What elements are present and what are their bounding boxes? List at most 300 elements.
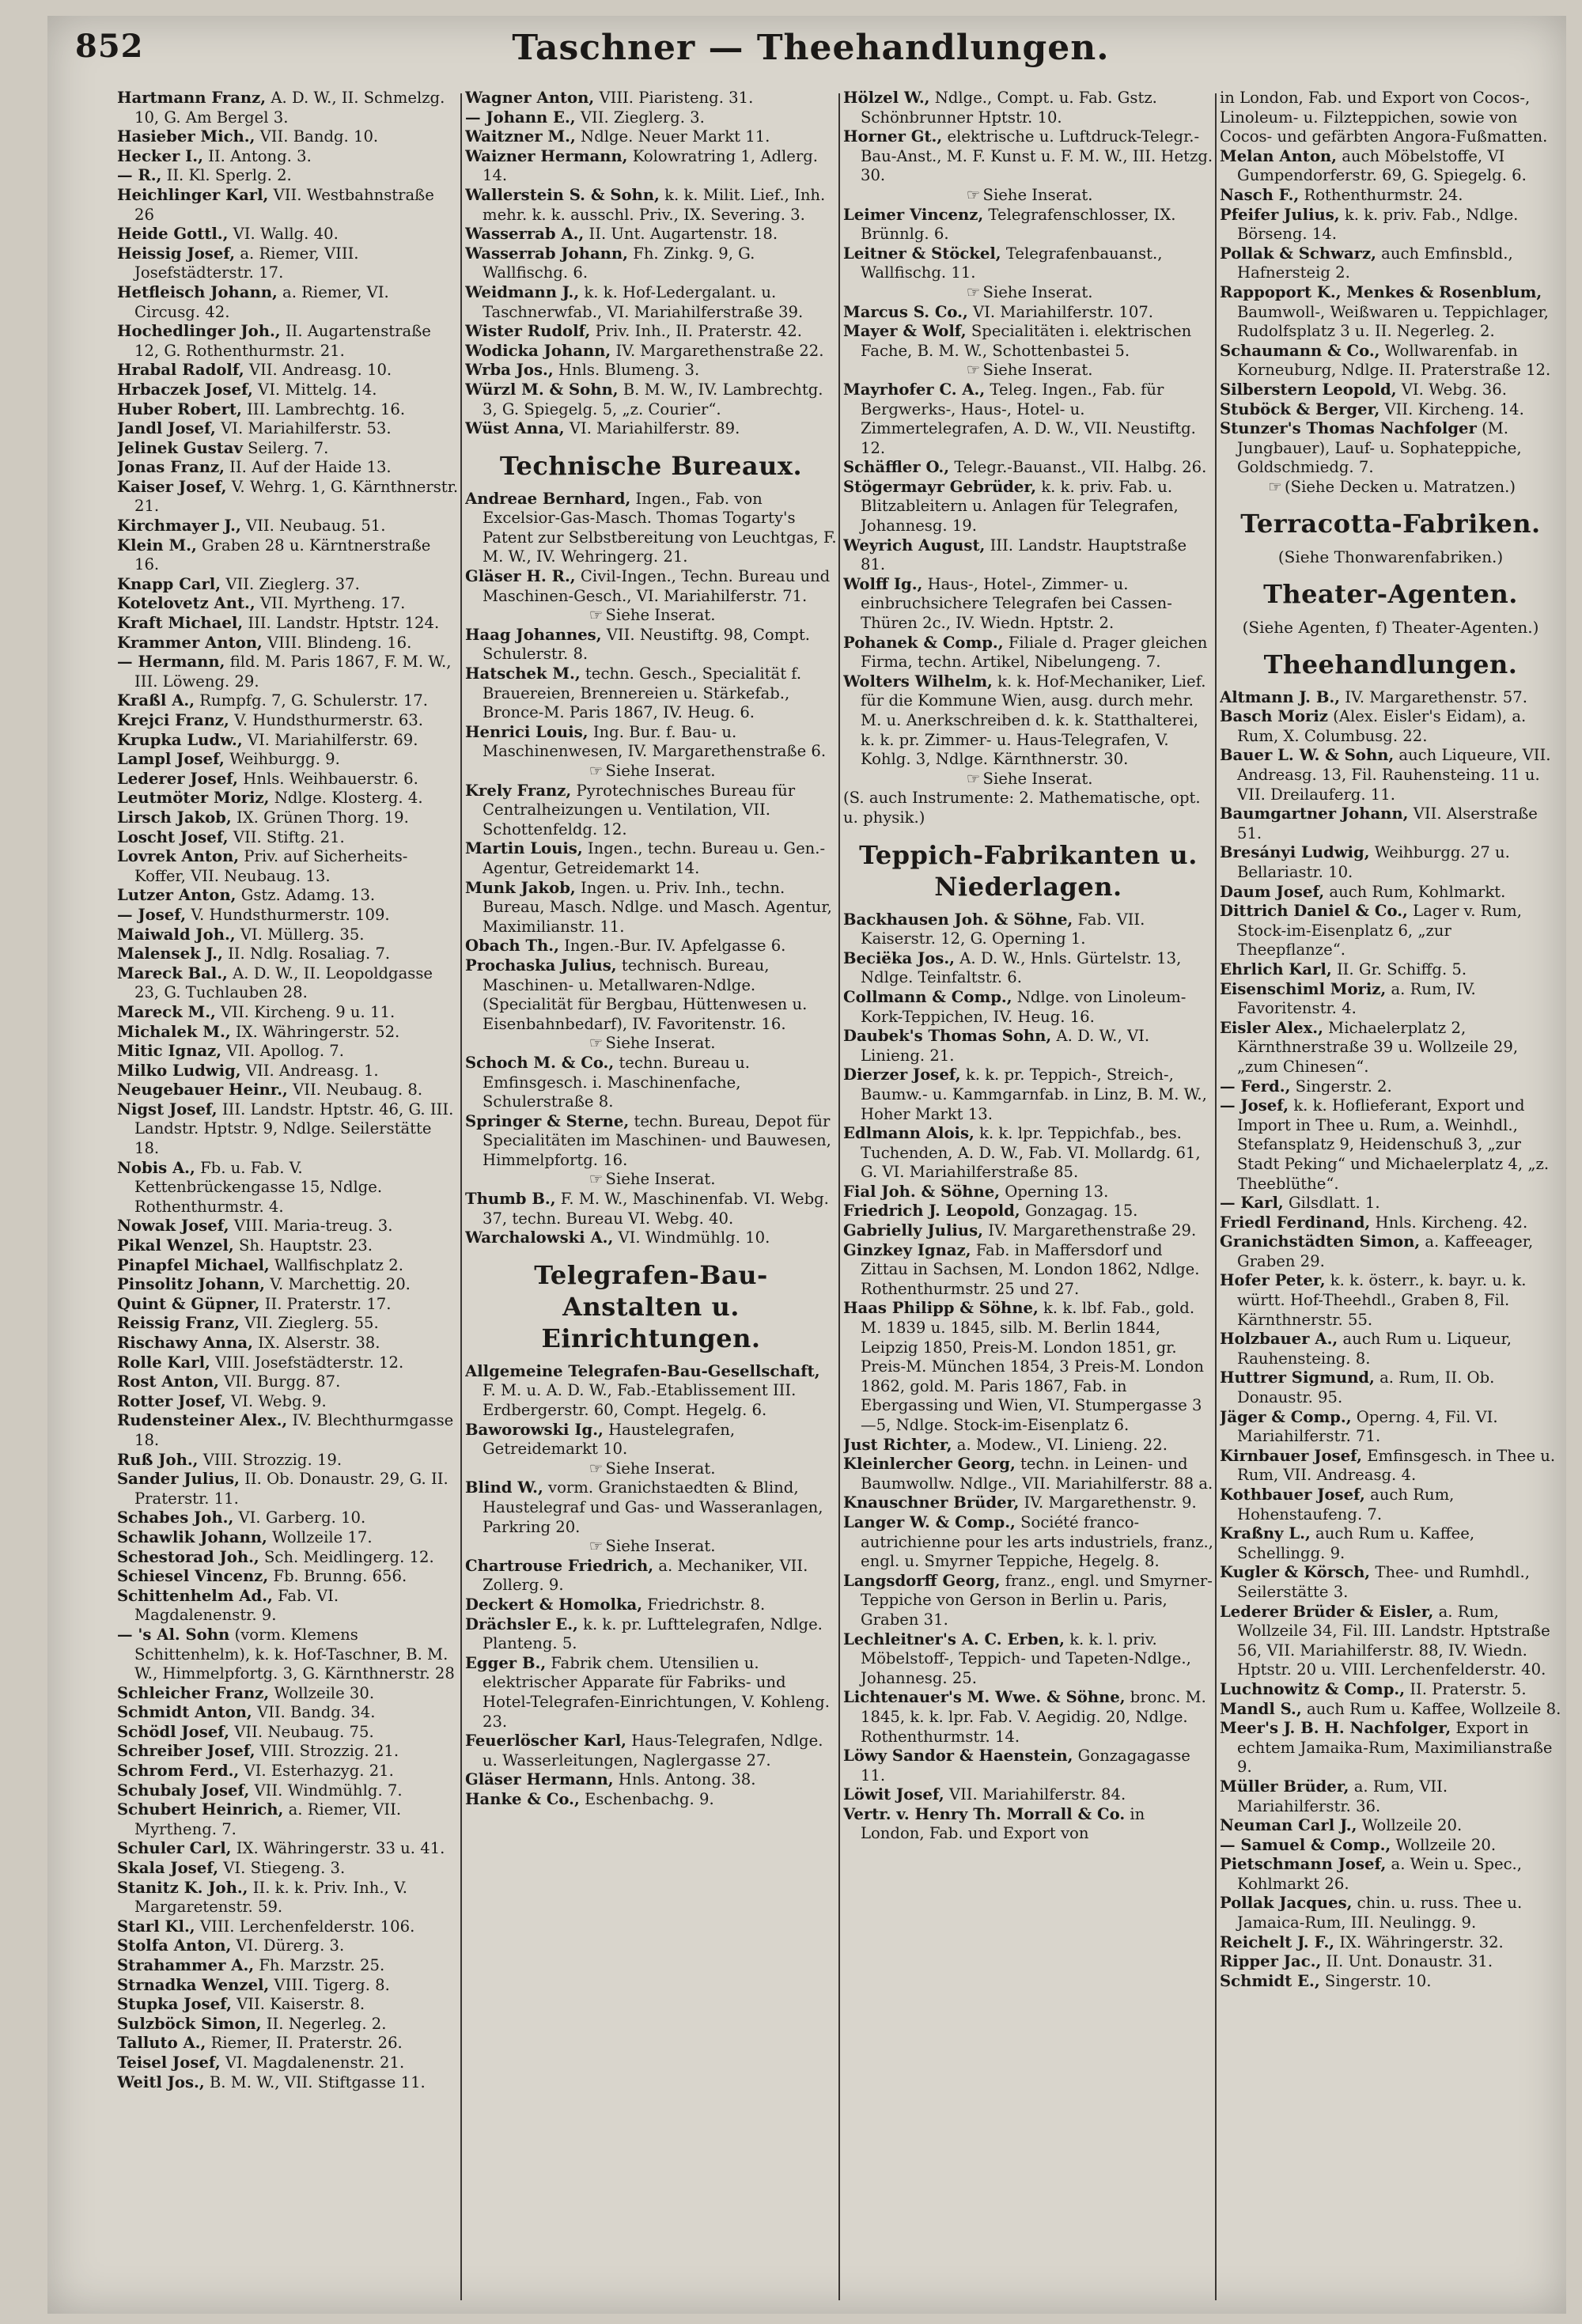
entry-name: Baumgartner Johann, [1220,804,1409,823]
entry-name: Reichelt J. F., [1220,1932,1335,1951]
entry-name: Skala Josef, [117,1859,219,1878]
entry-details: Ndlge., Compt. u. Fab. Gstz. Schönbrunner Hptstr. 10. [861,89,1157,127]
entry-details: Wollzeile 20. [1361,1816,1463,1835]
entry-details: II. Unt. Donaustr. 31. [1326,1952,1493,1971]
entry-details: Fb. u. Fab. V. Kettenbrückengasse 15, Ndlge. Rothenthurmstr. 4. [134,1158,383,1216]
entry-details: IX. Währingerstr. 52. [235,1022,400,1041]
directory-entry [465,419,837,439]
entry-details: VI. Mariahilferstr. 89. [569,419,740,438]
directory-entry [1220,1077,1561,1097]
entry-details: Seilerg. 7. [248,438,329,457]
entry-details: a. Riemer, VI. Circusg. 42. [134,282,389,321]
directory-entry [117,1334,459,1353]
advertisement-reference [465,1034,837,1054]
entry-name: Malensek J., [117,944,223,963]
entry-name: Meer's J. B. H. Nachfolger, [1220,1719,1451,1738]
directory-entry [117,925,459,945]
entry-name: Wolters Wilhelm, [843,672,993,691]
entry-details: techn. Bureau, Depot für Specialitäten im Maschinen- und Bauwesen, Himmelpfortg. 16. [483,1111,831,1169]
entry-details: VII. Zieglerg. 3. [580,108,705,127]
directory-entry [843,89,1213,127]
entry-details: techn. Bureau u. Emfinsgesch. i. Maschinenfache, Schulerstraße 8. [483,1053,750,1111]
entry-details: VIII. Josefstädterstr. 12. [215,1353,404,1372]
section-cross-reference: (Siehe Agenten, f) Theater-Agenten.) [1242,618,1539,638]
section-heading: Theater-Agenten. [1263,579,1518,610]
directory-entry [117,1236,459,1256]
section-heading: Teppich-Fabrikanten u. Niederlagen. [859,839,1198,902]
entry-details: Gstz. Adamg. 13. [240,886,376,905]
entry-name: Schubert Heinrich, [117,1800,284,1819]
entry-details: VII. Kircheng. 9 u. 11. [221,1002,396,1021]
entry-details: a. Kaffeeager, Graben 29. [1237,1232,1534,1270]
entry-details: Wallfischplatz 2. [274,1255,403,1274]
directory-entry [465,782,837,840]
entry-name: Hartmann Franz, [117,89,267,107]
entry-name: Michalek M., [117,1022,231,1041]
entry-name: Schiesel Vincenz, [117,1567,269,1586]
entry-details: VIII. Tigerg. 8. [274,1975,390,1994]
entry-details: II. Augartenstraße 12, G. Rothenthurmstr. 21. [134,322,431,360]
entry-details: Riemer, II. Praterstr. 26. [210,2034,403,2053]
entry-name: Schubaly Josef, [117,1781,250,1800]
directory-entry [1220,380,1561,400]
advertisement-reference [465,1537,837,1557]
directory-note: in London, Fab. und Export von Cocos-, Linoleum- u. Filzteppichen, sowie von Cocos- und gefärbten Angora-Fußmatten. [1220,89,1548,146]
entry-name: Mitic Ignaz, [117,1042,222,1061]
directory-entry [117,1567,459,1587]
entry-details: III. Landstr. Hptstr. 124. [248,614,440,633]
entry-details: VI. Dürerg. 3. [236,1936,345,1955]
entry-name: Rudensteiner Alex., [117,1411,288,1430]
entry-details: (Alex. Eisler's Eidam), a. Rum, X. Columbusg. 22. [1237,707,1527,745]
entry-name: Stunzer's Thomas Nachfolger [1220,419,1477,438]
entry-name: Langsdorff Georg, [843,1571,1001,1590]
entry-name: Kraft Michael, [117,614,244,633]
entry-details: IV. Margarethenstr. 57. [1345,687,1527,706]
entry-name: Leimer Vincenz, [843,205,984,224]
entry-name: Sulzböck Simon, [117,2014,262,2033]
entry-details: II. k. k. Priv. Inh., V. Margaretenstr. 59. [134,1878,407,1917]
entry-name: Pollak Jacques, [1220,1894,1353,1913]
entry-details: Priv. auf Sicherheits-Koffer, VII. Neubaug. 13. [134,847,408,885]
directory-entry [1220,1330,1561,1368]
directory-entry [843,1513,1213,1572]
entry-name: Heissig Josef, [117,244,236,263]
directory-entry [117,1256,459,1276]
directory-entry [1220,283,1561,342]
entry-details: Michaelerplatz 2, Kärnthnerstraße 39 u. Wollzeile 29, „zum Chinesen“. [1237,1018,1519,1076]
entry-name: Schrom Ferd., [117,1762,240,1781]
directory-entry [1220,688,1561,708]
entry-name: — Josef, [117,905,187,924]
entry-details: IV. Margarethenstraße 29. [988,1221,1197,1240]
entry-name: Hasieber Mich., [117,127,255,146]
entry-name: Stupka Josef, [117,1995,232,2014]
entry-name: Leutmöter Moriz, [117,789,270,808]
entry-name: Schmidt Anton, [117,1703,252,1722]
entry-details: Operning 13. [1005,1182,1109,1201]
entry-details: auch Liqueure, VII. Andreasg. 13, Fil. Rauhensteing. 11 u. VII. Dreilauferg. 11. [1237,746,1551,804]
entry-name: Kotelovetz Ant., [117,594,255,613]
entry-name: Hecker I., [117,146,203,165]
entry-details: VIII. Piaristeng. 31. [599,89,754,107]
entry-details: k. k. Hof-Ledergalant. u. Taschnerwfab., VI. Mariahilferstraße 39. [483,282,804,321]
entry-details: VII. Myrtheng. 17. [259,594,406,613]
entry-details: Hnls. Blumeng. 3. [558,361,700,380]
directory-entry [1220,1719,1561,1777]
entry-name: Krejci Franz, [117,711,229,729]
directory-entry [117,653,459,691]
entry-name: Bresányi Ludwig, [1220,843,1370,862]
pointing-hand-icon: ☞ [589,1170,604,1189]
column-1 [117,89,459,2248]
directory-entry [843,634,1213,672]
entry-name: Schödl Josef, [117,1722,230,1741]
page-number: 852 [75,28,144,65]
entry-name: Deckert & Homolka, [465,1595,643,1614]
directory-entry [843,127,1213,186]
directory-entry [117,711,459,731]
column-3 [843,89,1213,2248]
directory-entry [465,89,837,108]
entry-details: IX. Währingerstr. 33 u. 41. [236,1839,445,1858]
entry-details: Specialitäten i. elektrischen Fache, B. M. W., Schottenbastei 5. [861,322,1192,360]
entry-name: Stanitz K. Joh., [117,1878,248,1897]
entry-name: Kirnbauer Josef, [1220,1446,1362,1465]
entry-details: A. D. W., II. Leopoldgasse 23, G. Tuchlauben 28. [134,963,433,1002]
entry-details: k. k. Hof-Mechaniker, Lief. für die Kommune Wien, ausg. durch mehr. M. u. Anerkschreiben d. k. k. Statthalterei, k. k. pr. Zimmer- u. Haus-Telegrafen, V. Kohlg. 3, Ndlge. Kärnthnerstr. 30. [861,672,1206,769]
directory-entry [117,1587,459,1626]
entry-name: Feuerlöscher Karl, [465,1732,626,1751]
entry-name: Pikal Wenzel, [117,1236,234,1255]
directory-entry [1220,960,1561,980]
entry-name: Ripper Jac., [1220,1952,1322,1971]
directory-entry [843,949,1213,988]
section-heading: Theehandlungen. [1263,649,1518,679]
entry-details: VI. Mariahilferstr. 107. [973,302,1154,321]
directory-entry [117,2053,459,2073]
advertisement-reference [843,770,1213,789]
directory-entry [465,1228,837,1248]
entry-name: Rost Anton, [117,1372,219,1391]
entry-details: VIII. Maria-treug. 3. [233,1217,393,1236]
entry-details: k. k. priv. Fab., Ndlge. Börseng. 14. [1237,205,1519,244]
entry-name: Löwy Sandor & Haenstein, [843,1747,1073,1766]
entry-details: III. Landstr. Hauptstraße 81. [861,536,1187,574]
entry-name: Hrabal Radolf, [117,361,244,380]
entry-name: Blind W., [465,1478,543,1497]
entry-name: Hanke & Co., [465,1789,580,1808]
entry-name: Rolle Karl, [117,1353,210,1372]
directory-entry [1220,746,1561,804]
directory-entry [843,910,1213,949]
directory-entry [843,244,1213,283]
section-cross-reference: (Siehe Thonwarenfabriken.) [1277,547,1504,567]
directory-entry [465,1790,837,1810]
entry-details: auch Möbelstoffe, VI Gumpendorferstr. 69, G. Spiegelg. 6. [1237,146,1527,185]
entry-details: Gilsdlatt. 1. [1288,1194,1380,1213]
directory-entry [1220,1408,1561,1447]
directory-entry [117,1917,459,1937]
entry-details: A. D. W., II. Schmelzg. 10, G. Am Bergel 3. [134,89,445,127]
entry-details: VII. Andreasg. 1. [245,1061,379,1080]
entry-name: Schabes Joh., [117,1508,234,1527]
directory-entry [843,322,1213,361]
entry-details: auch Rum u. Liqueur, Rauhensteing. 8. [1237,1330,1512,1368]
directory-entry [843,536,1213,575]
directory-entry [117,1217,459,1236]
entry-name: Prochaska Julius, [465,956,617,975]
entry-name: Vertr. v. Henry Th. Morrall & Co. [843,1804,1126,1823]
entry-details: VI. Windmühlg. 10. [618,1228,770,1247]
entry-name: Wister Rudolf, [465,322,591,341]
entry-name: Drächsler E., [465,1614,578,1633]
entry-name: Hochedlinger Joh., [117,322,281,341]
directory-entry [1220,1213,1561,1233]
entry-details: fild. M. Paris 1867, F. M. W., III. Löweng. 29. [134,653,452,691]
directory-entry [465,1362,837,1421]
entry-name: Ginzkey Ignaz, [843,1240,971,1259]
directory-entry [1220,419,1561,478]
directory-entry [117,1159,459,1217]
directory-note: (S. auch Instrumente: 2. Mathematische, opt. u. physik.) [843,789,1201,827]
entry-name: Wallerstein S. & Sohn, [465,185,660,204]
directory-entry [465,1478,837,1537]
section-heading: Terracotta-Fabriken. [1240,509,1541,539]
entry-details: Singerstr. 10. [1324,1971,1432,1990]
entry-name: Jandl Josef, [117,419,216,438]
directory-entry [117,186,459,225]
directory-entry [465,108,837,128]
entry-details: Hnls. Weihbauerstr. 6. [243,769,418,788]
entry-details: VII. Apollog. 7. [226,1042,344,1061]
entry-name: Lederer Brüder & Eisler, [1220,1602,1434,1621]
directory-entry [843,1183,1213,1202]
reference-text: Siehe Inserat. [605,606,716,625]
entry-details: Fabrik chem. Utensilien u. elektrischer Apparate für Fabriks- und Hotel-Telegrafen-Einrichtungen, V. Kohleng. 23. [483,1653,830,1731]
entry-name: Nigst Josef, [117,1100,218,1118]
entry-details: VI. Esterhazyg. 21. [244,1762,394,1781]
directory-entry [117,1800,459,1839]
entry-name: Würzl M. & Sohn, [465,380,619,399]
entry-name: Schoch M. & Co., [465,1053,615,1072]
directory-entry [843,1805,1213,1844]
entry-details: IV. Margarethenstraße 22. [615,341,824,360]
entry-name: Nasch F., [1220,185,1300,204]
entry-name: Gläser H. R., [465,567,576,586]
directory-entry [465,1615,837,1654]
directory-entry [843,1572,1213,1630]
entry-name: Schittenhelm Ad., [117,1586,273,1605]
entry-details: Ndlge. Klosterg. 4. [274,789,423,808]
entry-name: Kugler & Körsch, [1220,1563,1371,1582]
entry-details: (vorm. Klemens Schittenhelm), k. k. Hof-Taschner, B. M. W., Himmelpfortg. 3, G. Kärnthnerstr. 28 [134,1625,455,1683]
entry-details: auch Rum u. Kaffee, Wollzeile 8. [1306,1699,1561,1718]
pointing-hand-icon: ☞ [589,1034,604,1053]
directory-entry [117,1626,459,1684]
entry-details: Haus-Telegrafen, Ndlge. u. Wasserleitungen, Naglergasse 27. [483,1732,823,1769]
directory-entry [117,1003,459,1023]
entry-name: Pohanek & Comp., [843,633,1004,652]
entry-name: Müller Brüder, [1220,1777,1349,1796]
entry-details: a. Rum, VII. Mariahilferstr. 36. [1237,1777,1448,1815]
entry-name: Stolfa Anton, [117,1936,232,1955]
directory-entry [117,1548,459,1568]
entry-name: Thumb B., [465,1190,556,1209]
directory-entry [465,127,837,147]
entry-details: Telegr.-Bauanst., VII. Halbg. 26. [954,458,1207,477]
entry-name: Hetfleisch Johann, [117,282,278,301]
entry-name: Lederer Josef, [117,769,238,788]
entry-name: Nowak Josef, [117,1217,229,1236]
directory-entry [117,1723,459,1743]
entry-details: Thee- und Rumhdl., Seilerstätte 3. [1237,1563,1530,1601]
directory-entry [1220,244,1561,283]
directory-entry [1220,1603,1561,1680]
entry-details: VII. Bandg. 10. [259,127,379,146]
directory-entry [465,1112,837,1171]
entry-name: Fial Joh. & Söhne, [843,1182,1001,1201]
entry-name: Friedl Ferdinand, [1220,1213,1371,1232]
entry-name: Pfeifer Julius, [1220,205,1340,224]
entry-details: Fh. Marzstr. 25. [259,1956,385,1974]
entry-details: VII. Windmühlg. 7. [254,1781,403,1800]
entry-name: Wagner Anton, [465,89,595,107]
directory-entry [1220,1700,1561,1720]
entry-name: Jelinek Gustav [117,438,243,457]
directory-entry [843,206,1213,244]
advertisement-reference [1220,478,1561,498]
entry-name: Rappoport K., Menkes & Rosenblum, [1220,282,1542,301]
directory-entry [1220,1096,1561,1194]
entry-details: a. Rum, Wollzeile 34, Fil. III. Landstr. Hptstraße 56, VII. Mariahilferstr. 88, IV. Wiedn. Hptstr. 20 u. VIII. Lerchenfelderstr. 40. [1237,1602,1550,1679]
directory-entry [117,1879,459,1917]
directory-entry [117,458,459,478]
page-header [75,28,1546,91]
entry-details: VI. Müllerg. 35. [240,925,365,944]
entry-name: Ruß Joh., [117,1450,199,1469]
directory-entry [117,1353,459,1373]
directory-entry [843,988,1213,1027]
directory-entry [1220,206,1561,244]
entry-details: Hnls. Antong. 38. [618,1770,756,1789]
entry-details: (M. Jungbauer), Lauf- u. Sophateppiche, Goldschmiedg. 7. [1237,419,1522,477]
directory-entry [117,847,459,886]
directory-entry [465,380,837,419]
entry-name: Daubek's Thomas Sohn, [843,1027,1052,1046]
entry-name: Schaumann & Co., [1220,341,1380,360]
entry-details: a. Wein u. Spec., Kohlmarkt 26. [1237,1855,1523,1893]
entry-details: VI. Webg. 36. [1401,380,1507,399]
pointing-hand-icon: ☞ [589,606,604,625]
entry-details: IX. Grünen Thorg. 19. [236,808,409,827]
pointing-hand-icon: ☞ [966,361,981,380]
entry-name: Sander Julius, [117,1470,240,1489]
entry-details: Ingen., techn. Bureau u. Gen.-Agentur, Getreidemarkt 14. [483,839,826,877]
entry-name: Neugebauer Heinr., [117,1081,288,1100]
directory-entry [117,1995,459,2015]
entry-details: Ingen.-Bur. IV. Apfelgasse 6. [564,937,786,956]
entry-name: Melan Anton, [1220,146,1337,165]
entry-details: Pyrotechnisches Bureau für Centralheizungen u. Ventilation, VII. Schottenfeldg. 12. [483,781,796,838]
directory-entry [1220,1563,1561,1602]
advertisement-reference [465,606,837,626]
reference-text: Siehe Inserat. [605,762,716,780]
entry-details: VII. Neubaug. 8. [293,1081,423,1100]
directory-entry [465,1654,837,1732]
entry-details: Baumwoll-, Weißwaren u. Teppichlager, Rudolfsplatz 3 u. II. Negerleg. 2. [1237,302,1549,341]
directory-entry [1220,1972,1561,1992]
entry-name: Klein M., [117,536,197,555]
entry-details: k. k. lpr. Teppichfab., bes. Tuchenden, A. D. W., Fab. VI. Mollardg. 61, G. VI. Mariahilferstraße 85. [861,1124,1201,1182]
entry-name: Beciëka Jos., [843,948,955,967]
entry-details: Operng. 4, Fil. VI. Mariahilferstr. 71. [1237,1407,1498,1446]
entry-details: Ingen. u. Priv. Inh., techn. Bureau, Masch. Ndlge. und Masch. Agentur, Maximilianstr. 11. [483,878,832,936]
directory-entry [1220,1894,1561,1932]
entry-details: Graben 28 u. Kärntnerstraße 16. [134,536,431,574]
entry-details: auch Rum, Hohenstaufeng. 7. [1237,1486,1455,1523]
entry-name: Starl Kl., [117,1917,195,1936]
entry-details: III. Landstr. Hptstr. 46, G. III. Landstr. Hptstr. 9, Ndlge. Seilerstätte 18. [134,1100,454,1158]
directory-entry [117,886,459,906]
entry-details: II. Gr. Schiffg. 5. [1336,960,1467,978]
directory-entry [117,225,459,244]
entry-details: Wollzeile 20. [1395,1835,1497,1854]
entry-name: Weitl Jos., [117,2072,205,2091]
directory-entry [117,964,459,1003]
entry-details: IV. Margarethenstr. 9. [1024,1493,1197,1512]
pointing-hand-icon: ☞ [1268,477,1282,496]
directory-entry [117,244,459,283]
entry-details: A. D. W., Hnls. Gürtelstr. 13, Ndlge. Teinfaltstr. 6. [861,948,1182,987]
directory-entry [117,1859,459,1879]
reference-text: Siehe Inserat. [605,1034,716,1053]
directory-entry [117,691,459,711]
directory-entry [1220,186,1561,206]
entry-details: VII. Neubaug. 51. [246,517,386,536]
entry-name: Leitner & Stöckel, [843,244,1001,263]
directory-entry [117,419,459,439]
entry-details: a. Riemer, VIII. Josefstädterstr. 17. [134,244,359,282]
entry-name: Mayer & Wolf, [843,322,967,341]
entry-name: Pollak & Schwarz, [1220,244,1376,263]
entry-name: Wasserrab A., [465,225,585,244]
directory-entry [117,322,459,361]
entry-details: Singerstr. 2. [1295,1077,1392,1096]
entry-details: VI. Garberg. 10. [238,1508,366,1527]
column-rule [838,93,840,2300]
entry-details: Fab. in Maffersdorf und Zittau in Sachsen, M. London 1862, Ndlge. Rothenthurmstr. 25 und 27. [861,1240,1200,1298]
directory-entry [117,750,459,770]
directory-entry [117,1839,459,1859]
entry-details: bronc. M. 1845, k. k. lpr. Fab. V. Aegidig. 20, Ndlge. Rothenthurmstr. 14. [861,1688,1206,1746]
entry-details: a. Modew., VI. Linieng. 22. [956,1435,1168,1454]
directory-entry [117,478,459,517]
entry-details: Eschenbachg. 9. [585,1789,714,1808]
entry-name: Schleicher Franz, [117,1683,270,1702]
directory-entry [1220,342,1561,380]
entry-details: II. Kl. Sperlg. 2. [166,166,292,185]
directory-entry [465,937,837,956]
directory-entry [843,303,1213,323]
entry-name: Weidmann J., [465,282,580,301]
directory-entry [465,1054,837,1112]
reference-text: Siehe Inserat. [982,185,1093,204]
entry-details: Gonzagag. 15. [1024,1202,1138,1221]
entry-name: Marcus S. Co., [843,302,968,321]
entry-name: Kothbauer Josef, [1220,1486,1365,1504]
directory-entry [1220,980,1561,1019]
